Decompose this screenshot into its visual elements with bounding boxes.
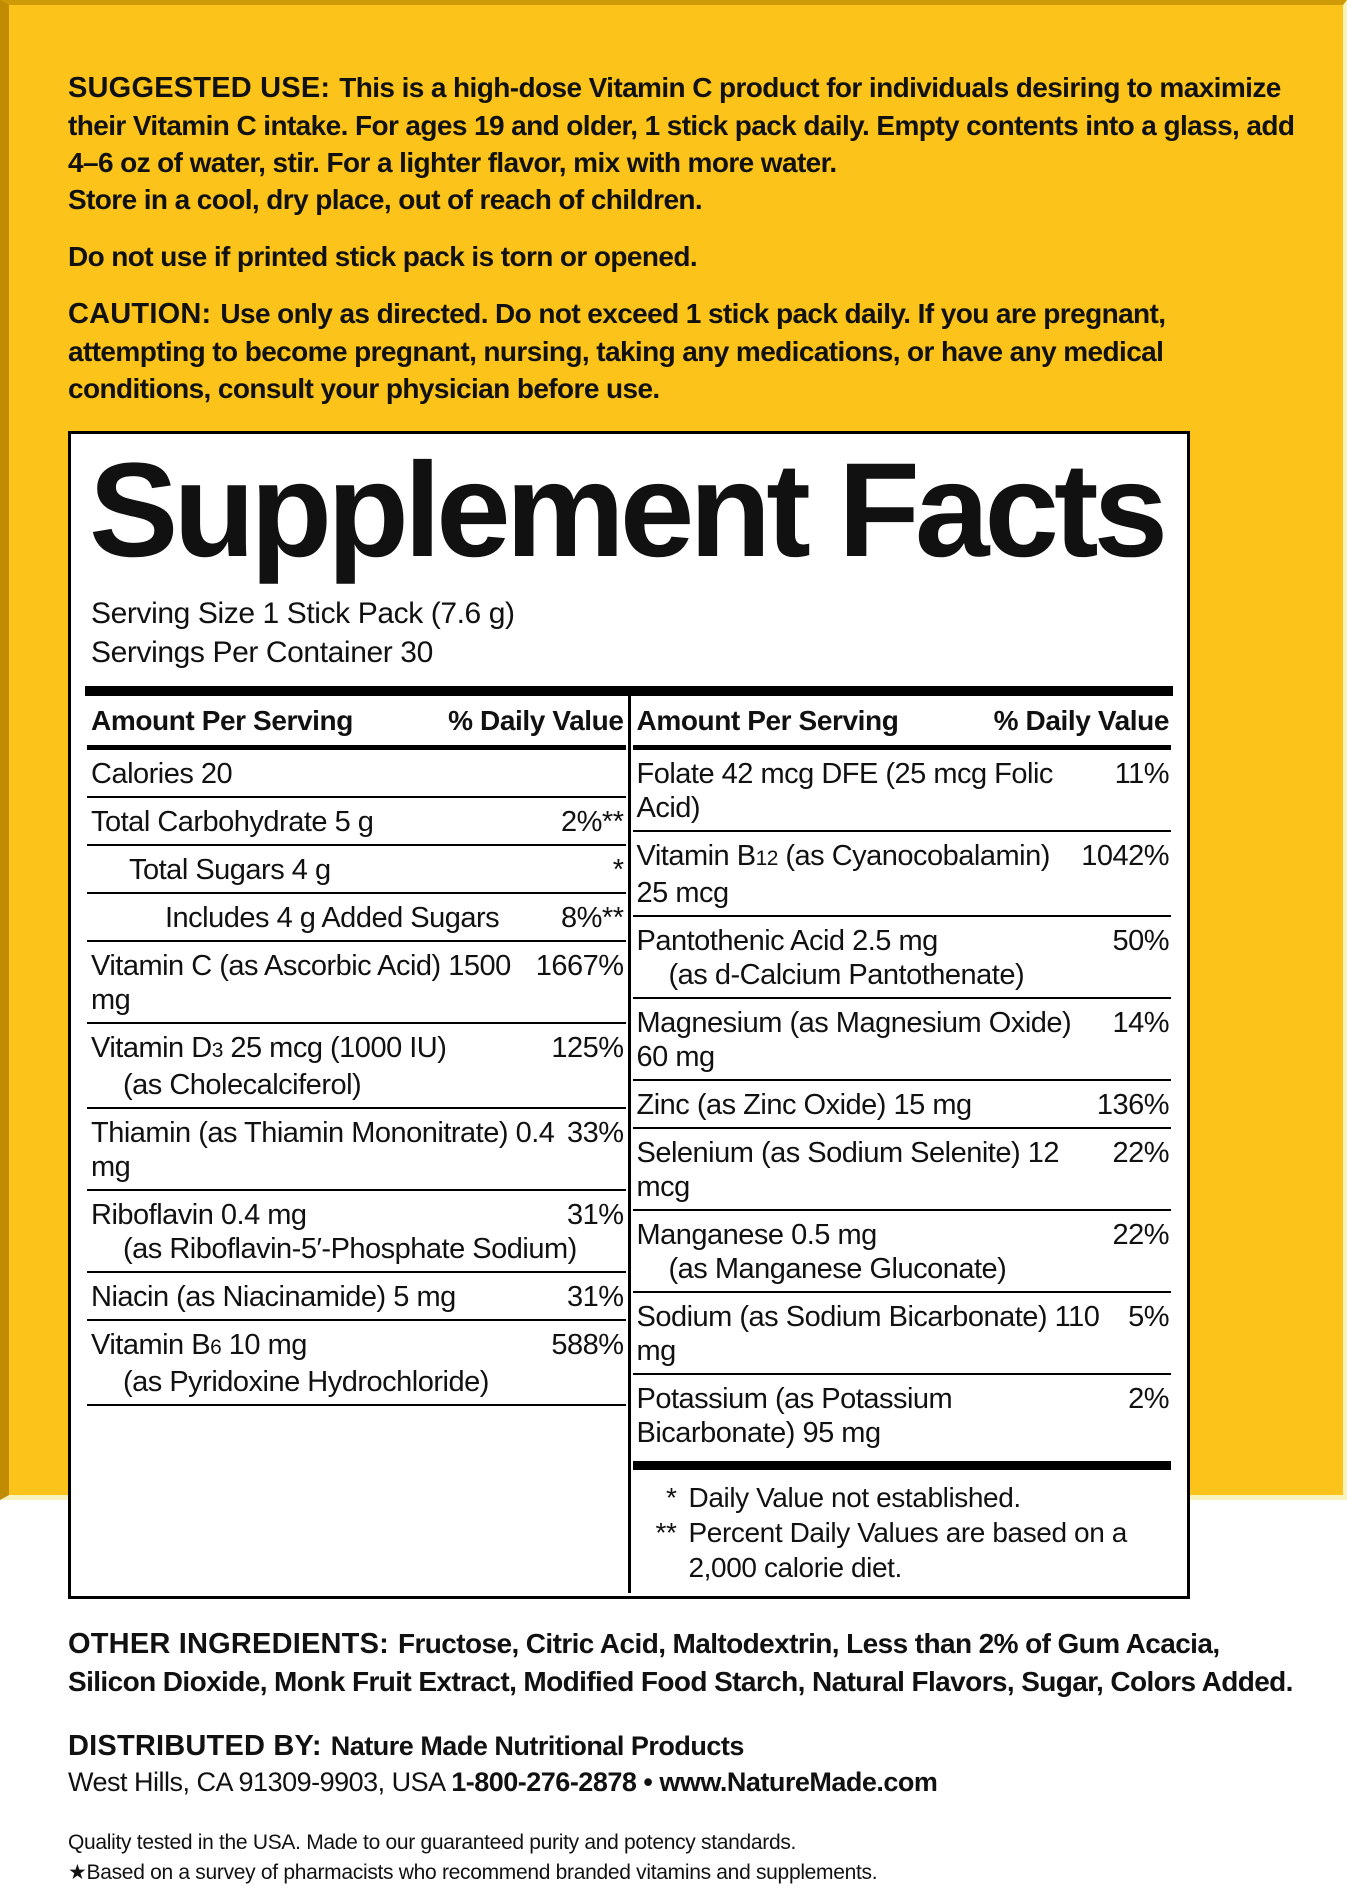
nutrient-name: Vitamin B6 10 mg: [91, 1329, 307, 1361]
nutrient-line: [637, 1300, 1170, 1368]
nutrient-name: Calories 20: [91, 758, 233, 790]
panel-title: Supplement Facts: [89, 436, 1164, 585]
other-ingredients-text: Fructose, Citric Acid, Maltodextrin, Less than 2% of Gum Acacia, Silicon Dioxide, Monk Fruit Extract, Modified Food Starch, Natural Flavors, Sugar, Colors Added.: [68, 1628, 1293, 1697]
warning-text: Do not use if printed stick pack is torn or opened.: [68, 241, 698, 272]
header-daily-value: % Daily Value: [448, 705, 624, 736]
nutrient-line: [637, 924, 1170, 958]
header-daily-value: % Daily Value: [993, 705, 1169, 736]
nutrient-name: Total Sugars 4 g: [129, 854, 331, 886]
nutrient-line: [91, 757, 624, 791]
nutrient-daily-value: 31%: [566, 1281, 624, 1313]
nutrient-daily-value: 31%: [566, 1199, 624, 1231]
nutrient-line: [637, 757, 1170, 825]
nutrient-name: Includes 4 g Added Sugars: [165, 902, 500, 934]
nutrient-name: Total Carbohydrate 5 g: [91, 806, 374, 838]
caution-label: CAUTION:: [68, 298, 212, 330]
nutrient-source: (as Manganese Gluconate): [668, 1253, 1007, 1285]
nutrient-name: Selenium (as Sodium Selenite) 12 mcg: [636, 1137, 1059, 1203]
nutrient-column-right: [631, 696, 1174, 1593]
quality-line-1: Quality tested in the USA. Made to our guaranteed purity and potency standards.: [68, 1831, 797, 1854]
nutrient-source: (as Cholecalciferol): [123, 1069, 362, 1101]
nutrient-daily-value: 14%: [1112, 1007, 1169, 1039]
nutrient-line: [91, 853, 624, 887]
nutrient-line: [91, 1198, 624, 1232]
nutrient-daily-value: 1042%: [1081, 840, 1169, 872]
nutrient-name: Niacin (as Niacinamide) 5 mg: [91, 1281, 456, 1313]
nutrient-row: [633, 915, 1172, 997]
nutrient-name: Thiamin (as Thiamin Mononitrate) 0.4 mg: [91, 1117, 555, 1183]
suggested-use-label: SUGGESTED USE:: [68, 72, 331, 104]
footnote: [633, 1515, 1170, 1585]
supplement-facts-panel: [68, 431, 1190, 1599]
small-digit: 6: [210, 1336, 222, 1359]
nutrient-row: [633, 750, 1172, 830]
nutrient-row: [87, 1189, 626, 1271]
nutrient-line: [91, 1280, 624, 1314]
nutrient-row: [87, 796, 626, 844]
nutrient-daily-value: 22%: [1112, 1219, 1169, 1251]
nutrient-line: [637, 1382, 1170, 1450]
nutrient-line: [637, 1088, 1170, 1122]
nutrient-source: (as Pyridoxine Hydrochloride): [123, 1366, 489, 1398]
nutrient-name: Sodium (as Sodium Bicarbonate) 110 mg: [636, 1301, 1100, 1367]
nutrient-daily-value: 1667%: [535, 950, 624, 982]
nutrient-line: [91, 1116, 624, 1184]
nutrient-line: [91, 949, 624, 1017]
nutrient-row: [633, 1209, 1172, 1291]
nutrient-row: [633, 830, 1172, 915]
nutrient-source: (as d-Calcium Pantothenate): [668, 959, 1025, 991]
caution-paragraph: [68, 295, 1295, 407]
nutrient-name: Magnesium (as Magnesium Oxide) 60 mg: [636, 1007, 1072, 1073]
nutrient-daily-value: 50%: [1112, 925, 1169, 957]
nutrient-source: (as Riboflavin-5′-Phosphate Sodium): [123, 1233, 577, 1265]
nutrient-name: Potassium (as Potassium Bicarbonate) 95 mg: [636, 1383, 953, 1449]
nutrient-name: Pantothenic Acid 2.5 mg: [636, 925, 938, 957]
other-ingredients-paragraph: [68, 1625, 1295, 1700]
nutrient-daily-value: 5%: [1128, 1301, 1169, 1333]
nutrient-name: Zinc (as Zinc Oxide) 15 mg: [636, 1089, 972, 1121]
nutrient-line: [91, 1328, 624, 1365]
nutrient-line: [637, 1136, 1170, 1204]
quality-block: [68, 1828, 1295, 1888]
footnote-text: Daily Value not established.: [688, 1482, 1021, 1513]
nutrient-daily-value: 8%**: [561, 902, 624, 934]
nutrient-daily-value: 588%: [551, 1329, 624, 1361]
nutrient-line: [637, 839, 1170, 910]
header-amount-per-serving: Amount Per Serving: [91, 705, 353, 736]
nutrient-line: [91, 901, 624, 935]
nutrient-daily-value: *: [612, 854, 624, 886]
distributor-name: Nature Made Nutritional Products: [330, 1731, 744, 1761]
nutrient-name: Folate 42 mcg DFE (25 mcg Folic Acid): [636, 758, 1053, 824]
nutrient-row: [633, 997, 1172, 1079]
nutrient-daily-value: 125%: [551, 1032, 624, 1064]
storage-text: Store in a cool, dry place, out of reach of children.: [68, 184, 703, 215]
nutrient-name: Riboflavin 0.4 mg: [91, 1199, 307, 1231]
quality-line-2: ★Based on a survey of pharmacists who recommend branded vitamins and supplements.: [68, 1861, 878, 1884]
nutrient-row: [87, 1022, 626, 1107]
nutrient-column-left: [85, 696, 628, 1593]
footnote-text: Percent Daily Values are based on a 2,000 calorie diet.: [688, 1517, 1127, 1583]
distributor-phone-web: 1-800-276-2878 • www.NatureMade.com: [451, 1767, 938, 1797]
nutrient-row: [633, 1373, 1172, 1455]
nutrient-row: [87, 750, 626, 796]
column-header: [87, 696, 626, 750]
small-digit: 12: [755, 847, 778, 870]
footnote-marker: *: [666, 1482, 677, 1513]
caution-text: Use only as directed. Do not exceed 1 stick pack daily. If you are pregnant, attempting to become pregnant, nursing, taking any medications, or have any medical conditions, consult your physician before use.: [68, 298, 1166, 404]
distributor-address-line: [68, 1764, 1295, 1800]
distributed-by-label: DISTRIBUTED BY:: [68, 1730, 322, 1762]
nutrient-row: [633, 1079, 1172, 1127]
serving-info: [71, 572, 1187, 672]
nutrient-daily-value: 136%: [1096, 1089, 1169, 1121]
nutrient-row: [87, 1107, 626, 1189]
nutrient-row: [87, 1271, 626, 1319]
nutrient-daily-value: 11%: [1114, 758, 1169, 790]
nutrient-daily-value: 2%**: [561, 806, 624, 838]
header-amount-per-serving: Amount Per Serving: [636, 705, 899, 736]
nutrient-row: [633, 1291, 1172, 1373]
column-header: [633, 696, 1172, 750]
nutrient-name: Vitamin C (as Ascorbic Acid) 1500 mg: [91, 950, 511, 1016]
footnotes: [633, 1470, 1172, 1593]
nutrient-name: Vitamin D3 25 mcg (1000 IU): [91, 1032, 447, 1064]
nutrient-columns: [85, 696, 1173, 1593]
suggested-use-text: This is a high-dose Vitamin C product for individuals desiring to maximize their Vitamin C intake. For ages 19 and older, 1 stick pack daily. Empty contents into a glass, add 4–6 oz of water, stir. For a lighter flavor, mix with more water.: [68, 72, 1295, 178]
nutrient-line: [91, 805, 624, 839]
footnote: [633, 1480, 1170, 1515]
distributed-by-block: [68, 1728, 1295, 1800]
nutrient-name: Manganese 0.5 mg: [636, 1219, 877, 1251]
nutrient-name: Vitamin B12 (as Cyanocobalamin) 25 mcg: [636, 840, 1050, 909]
suggested-use-paragraph: [68, 69, 1295, 218]
column-end-rule: [87, 1404, 626, 1406]
nutrient-row: [633, 1127, 1172, 1209]
nutrient-line: [637, 1006, 1170, 1074]
nutrient-row: [87, 940, 626, 1022]
nutrient-daily-value: 2%: [1128, 1383, 1169, 1415]
nutrient-line: [637, 1218, 1170, 1252]
serving-size: Serving Size 1 Stick Pack (7.6 g): [91, 597, 515, 630]
nutrient-row: [87, 844, 626, 892]
servings-per-container: Servings Per Container 30: [91, 636, 433, 669]
nutrient-daily-value: 33%: [566, 1117, 624, 1149]
nutrient-line: [91, 1031, 624, 1068]
other-ingredients-label: OTHER INGREDIENTS:: [68, 1628, 389, 1660]
distributor-address: West Hills, CA 91309-9903, USA: [68, 1767, 445, 1797]
footnote-marker: **: [655, 1517, 677, 1548]
nutrient-row: [87, 892, 626, 940]
nutrient-row: [87, 1319, 626, 1404]
small-digit: 3: [211, 1039, 223, 1062]
divider-bar: [85, 686, 1173, 696]
nutrient-daily-value: 22%: [1112, 1137, 1169, 1169]
footnote-divider-bar: [633, 1461, 1172, 1470]
